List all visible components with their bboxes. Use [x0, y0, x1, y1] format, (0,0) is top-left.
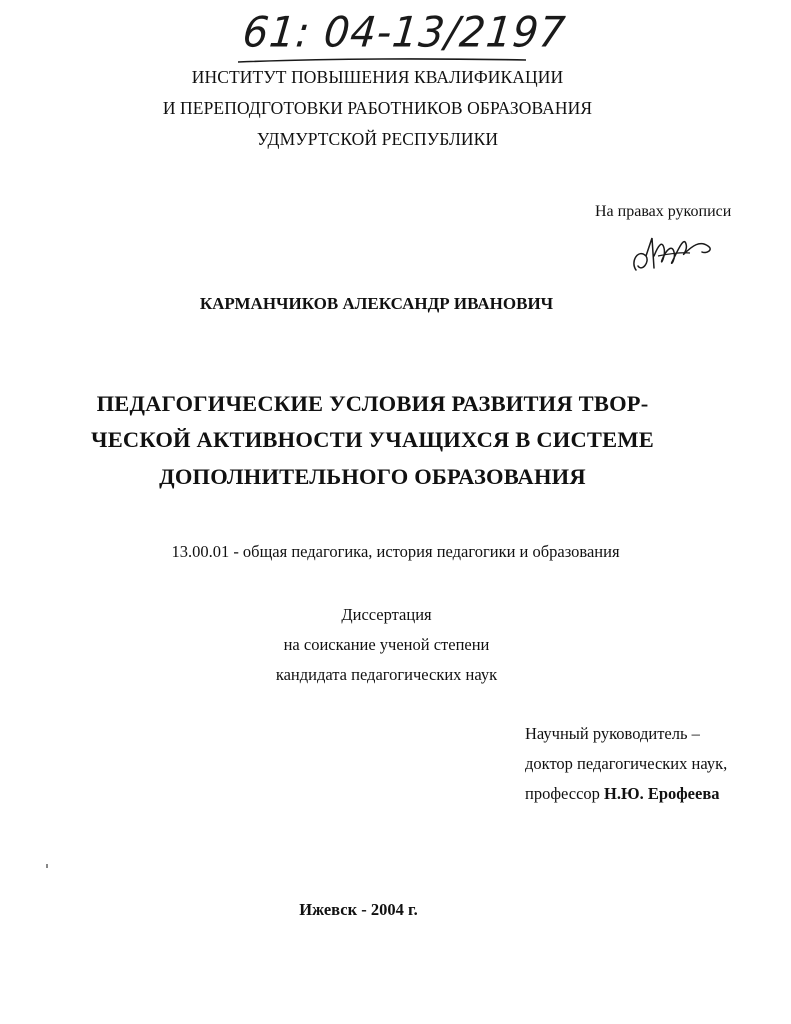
dissertation-line-1: Диссертация — [341, 605, 432, 624]
advisor-line-2: доктор педагогических наук, — [525, 754, 728, 773]
rights-note: На правах рукописи — [595, 203, 732, 220]
author-name: КАРМАНЧИКОВ АЛЕКСАНДР ИВАНОВИЧ — [199, 294, 554, 313]
specialty-code: 13.00.01 - общая педагогика, история педагогики и образования — [171, 542, 620, 561]
advisor-line-1: Научный руководитель – — [525, 724, 700, 743]
advisor-title: профессор — [525, 784, 600, 803]
advisor-name: Н.Ю. Ерофеева — [604, 784, 720, 803]
institution-line-3: УДМУРТСКОЙ РЕСПУБЛИКИ — [256, 129, 499, 149]
scan-speck — [46, 864, 48, 868]
institution-line-2: И ПЕРЕПОДГОТОВКИ РАБОТНИКОВ ОБРАЗОВАНИЯ — [162, 98, 593, 118]
advisor-line-3 — [525, 784, 719, 804]
title-line-1: ПЕДАГОГИЧЕСКИЕ УСЛОВИЯ РАЗВИТИЯ ТВОР- — [96, 391, 649, 416]
institution-line-1: ИНСТИТУТ ПОВЫШЕНИЯ КВАЛИФИКАЦИИ — [191, 67, 564, 87]
archive-number-underline — [236, 55, 536, 67]
dissertation-line-3: кандидата педагогических наук — [275, 665, 498, 684]
archive-number-handwritten: 61: 04-13/2197 — [240, 8, 569, 58]
dissertation-line-2: на соискание ученой степени — [283, 635, 490, 654]
title-line-2: ЧЕСКОЙ АКТИВНОСТИ УЧАЩИХСЯ В СИСТЕМЕ — [91, 427, 654, 452]
city-year: Ижевск - 2004 г. — [299, 900, 418, 919]
signature-icon — [628, 226, 718, 281]
title-line-3: ДОПОЛНИТЕЛЬНОГО ОБРАЗОВАНИЯ — [159, 464, 586, 489]
